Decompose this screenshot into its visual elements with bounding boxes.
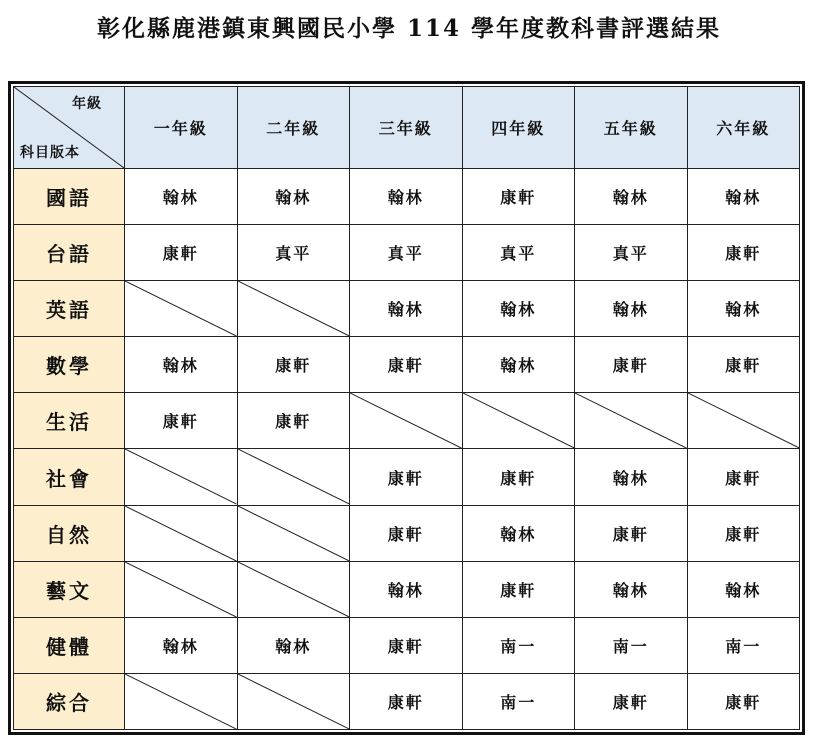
diagonal-slash	[238, 506, 350, 561]
subject-cell: 健體	[14, 617, 125, 673]
subject-cell: 國語	[14, 169, 125, 225]
publisher-cell: 真平	[462, 225, 575, 281]
not-applicable-cell	[462, 393, 575, 449]
subject-cell: 社會	[14, 449, 125, 505]
not-applicable-cell	[237, 673, 350, 729]
diagonal-slash	[125, 281, 237, 336]
subject-cell: 生活	[14, 393, 125, 449]
publisher-cell: 康軒	[350, 449, 463, 505]
not-applicable-cell	[687, 393, 800, 449]
publisher-cell: 翰林	[125, 617, 238, 673]
grade-header: 三年級	[350, 87, 463, 169]
subject-cell: 綜合	[14, 673, 125, 729]
publisher-cell: 康軒	[350, 673, 463, 729]
publisher-cell: 南一	[575, 617, 688, 673]
diagonal-slash	[575, 393, 687, 448]
grade-header: 二年級	[237, 87, 350, 169]
publisher-cell: 康軒	[125, 393, 238, 449]
diagonal-slash	[125, 674, 237, 729]
publisher-cell: 翰林	[575, 169, 688, 225]
publisher-cell: 翰林	[462, 505, 575, 561]
publisher-cell: 康軒	[350, 617, 463, 673]
publisher-cell: 翰林	[350, 169, 463, 225]
table-row	[14, 617, 800, 673]
diagonal-slash	[238, 674, 350, 729]
diagonal-slash	[463, 393, 575, 448]
publisher-cell: 康軒	[687, 225, 800, 281]
diagonal-slash	[238, 562, 350, 617]
publisher-cell: 康軒	[462, 449, 575, 505]
not-applicable-cell	[125, 561, 238, 617]
subject-cell: 英語	[14, 281, 125, 337]
diagonal-slash	[238, 281, 350, 336]
grade-header: 四年級	[462, 87, 575, 169]
grade-header: 六年級	[687, 87, 800, 169]
diagonal-slash	[238, 449, 350, 504]
publisher-cell: 南一	[462, 617, 575, 673]
publisher-cell: 真平	[237, 225, 350, 281]
not-applicable-cell	[125, 505, 238, 561]
not-applicable-cell	[350, 393, 463, 449]
publisher-cell: 康軒	[350, 505, 463, 561]
publisher-cell: 康軒	[687, 673, 800, 729]
table-row	[14, 337, 800, 393]
publisher-cell: 南一	[687, 617, 800, 673]
not-applicable-cell	[125, 281, 238, 337]
results-table-frame	[8, 81, 805, 735]
publisher-cell: 康軒	[687, 337, 800, 393]
publisher-cell: 翰林	[462, 281, 575, 337]
table-row	[14, 449, 800, 505]
publisher-cell: 翰林	[575, 561, 688, 617]
table-row	[14, 169, 800, 225]
corner-cell	[14, 87, 125, 169]
publisher-cell: 南一	[462, 673, 575, 729]
publisher-cell: 翰林	[575, 449, 688, 505]
diagonal-slash	[350, 393, 462, 448]
publisher-cell: 翰林	[350, 281, 463, 337]
publisher-cell: 康軒	[237, 393, 350, 449]
publisher-cell: 翰林	[687, 169, 800, 225]
not-applicable-cell	[125, 449, 238, 505]
publisher-cell: 康軒	[462, 169, 575, 225]
publisher-cell: 康軒	[237, 337, 350, 393]
not-applicable-cell	[575, 393, 688, 449]
subject-axis-label: 科目版本	[20, 145, 80, 161]
diagonal-slash	[125, 506, 237, 561]
subject-cell: 藝文	[14, 561, 125, 617]
not-applicable-cell	[237, 561, 350, 617]
subject-cell: 數學	[14, 337, 125, 393]
table-row	[14, 505, 800, 561]
publisher-cell: 翰林	[125, 337, 238, 393]
publisher-cell: 康軒	[687, 449, 800, 505]
publisher-cell: 翰林	[237, 169, 350, 225]
publisher-cell: 真平	[350, 225, 463, 281]
publisher-cell: 康軒	[125, 225, 238, 281]
subject-cell: 台語	[14, 225, 125, 281]
grade-header: 一年級	[125, 87, 238, 169]
publisher-cell: 康軒	[575, 337, 688, 393]
publisher-cell: 真平	[575, 225, 688, 281]
not-applicable-cell	[237, 505, 350, 561]
publisher-cell: 翰林	[350, 561, 463, 617]
publisher-cell: 翰林	[125, 169, 238, 225]
not-applicable-cell	[125, 673, 238, 729]
grade-header: 五年級	[575, 87, 688, 169]
diagonal-slash	[688, 393, 800, 448]
header-row	[14, 87, 800, 169]
publisher-cell: 康軒	[575, 673, 688, 729]
publisher-cell: 翰林	[687, 561, 800, 617]
publisher-cell: 康軒	[350, 337, 463, 393]
publisher-cell: 翰林	[462, 337, 575, 393]
diagonal-slash	[125, 449, 237, 504]
table-row	[14, 225, 800, 281]
not-applicable-cell	[237, 449, 350, 505]
results-table	[13, 86, 800, 730]
not-applicable-cell	[237, 281, 350, 337]
table-row	[14, 561, 800, 617]
publisher-cell: 翰林	[237, 617, 350, 673]
table-row	[14, 281, 800, 337]
table-body	[14, 169, 800, 730]
publisher-cell: 翰林	[687, 281, 800, 337]
publisher-cell: 康軒	[462, 561, 575, 617]
table-row	[14, 673, 800, 729]
subject-cell: 自然	[14, 505, 125, 561]
publisher-cell: 康軒	[575, 505, 688, 561]
page-title: 彰化縣鹿港鎮東興國民小學 114 學年度教科書評選結果	[96, 15, 722, 42]
table-row	[14, 393, 800, 449]
publisher-cell: 康軒	[687, 505, 800, 561]
publisher-cell: 翰林	[575, 281, 688, 337]
diagonal-slash	[125, 562, 237, 617]
grade-axis-label: 年級	[72, 96, 102, 112]
